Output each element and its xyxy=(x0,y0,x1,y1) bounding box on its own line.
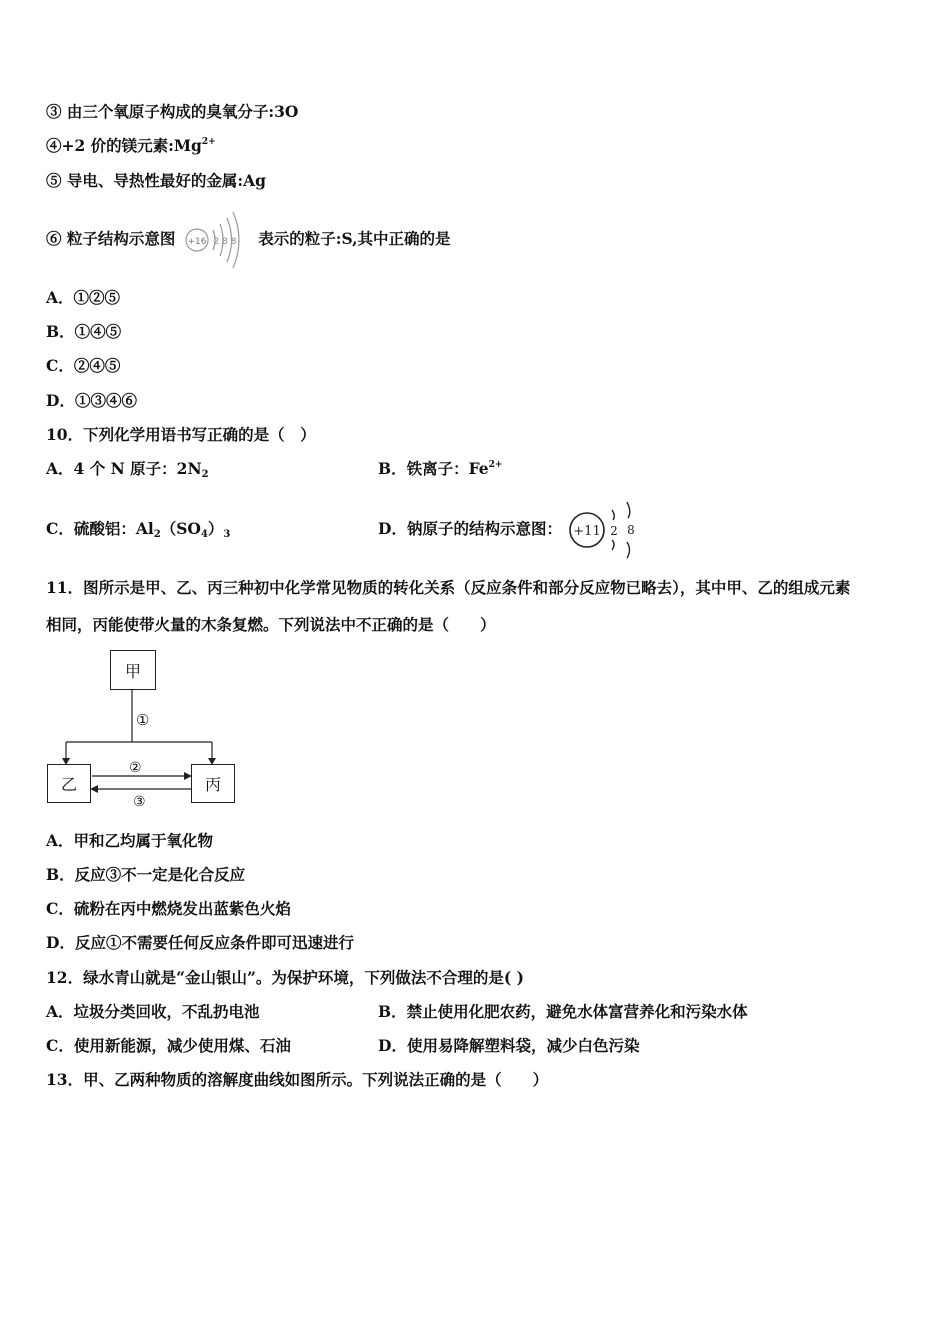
reaction-1-label: ① xyxy=(136,711,150,729)
q9-option-b[interactable]: B．①④⑤ xyxy=(46,322,122,341)
q12-option-b[interactable]: B．禁止使用化肥农药，避免水体富营养化和污染水体 xyxy=(378,1002,748,1021)
q9-option-c[interactable]: C．②④⑤ xyxy=(46,356,121,375)
substance-jia-box: 甲 xyxy=(110,650,156,690)
reaction-3-label: ③ xyxy=(133,794,146,810)
q11-option-d[interactable]: D．反应①不需要任何反应条件即可迅速进行 xyxy=(46,933,354,952)
sodium-atom-structure-diagram xyxy=(567,498,641,562)
q9-option-d[interactable]: D．①③④⑥ xyxy=(46,391,137,410)
q11-option-c[interactable]: C．硫粉在丙中燃烧发出蓝紫色火焰 xyxy=(46,899,291,918)
q9-statement-4: ④+2 价的镁元素$:Mg^{2+}$ xyxy=(46,136,216,155)
q10-option-c[interactable]: C．硫酸铝：$Al_2(SO_4)_3$ xyxy=(46,519,231,540)
q12-option-d[interactable]: D．使用易降解塑料袋，减少白色污染 xyxy=(378,1036,640,1055)
q9-statement-6: ⑥ 粒子结构示意图 +16 2 8 8 表示的粒子:S,其中正确的是 xyxy=(46,229,450,250)
s-shell-label: 2 8 8 xyxy=(213,237,237,247)
q9-statement-5: ⑤ 导电、导热性最好的金属:Ag xyxy=(46,171,266,190)
q10-option-d[interactable]: D．钠原子的结构示意图： +11 2 8 xyxy=(378,519,641,540)
q11-stem-line-2: 相同，丙能使带火量的木条复燃。下列说法中不正确的是（ ） xyxy=(46,615,496,634)
q13-stem: 13．甲、乙两种物质的溶解度曲线如图所示。下列说法正确的是（ ） xyxy=(46,1070,549,1089)
q12-stem: 12．绿水青山就是“金山银山”。为保护环境，下列做法不合理的是( ) xyxy=(46,968,524,987)
q10-option-b[interactable]: B．铁离子：$Fe^{2+}$ xyxy=(378,459,503,478)
na-shell-2: 8 xyxy=(627,523,636,537)
q10-stem: 10．下列化学用语书写正确的是（ ） xyxy=(46,425,316,444)
substance-bing-box: 丙 xyxy=(191,764,235,803)
q11-stem-line-1: 11．图所示是甲、乙、丙三种初中化学常见物质的转化关系（反应条件和部分反应物已略去），其中甲、乙的组成元素 xyxy=(46,578,851,597)
reaction-2-label: ② xyxy=(129,760,142,776)
q11-option-b[interactable]: B．反应③不一定是化合反应 xyxy=(46,865,246,884)
sulfur-ion-structure-diagram xyxy=(183,208,251,272)
s-nucleus-label: +16 xyxy=(187,237,207,247)
q9-statement-3: ③ 由三个氧原子构成的臭氧分子:3O xyxy=(46,102,299,121)
q9-mg-superscript: 2+ xyxy=(201,137,216,147)
q12-option-c[interactable]: C．使用新能源，减少使用煤、石油 xyxy=(46,1036,291,1055)
q10-option-a[interactable]: A．4 个 N 原子：$2N_2$ xyxy=(46,459,209,480)
substance-yi-box: 乙 xyxy=(47,764,91,803)
q9-option-a[interactable]: A．①②⑤ xyxy=(46,288,121,307)
q11-option-a[interactable]: A．甲和乙均属于氧化物 xyxy=(46,831,214,850)
na-nucleus-label: +11 xyxy=(573,524,602,539)
na-shell-1: 2 xyxy=(610,524,619,538)
q12-option-a[interactable]: A．垃圾分类回收，不乱扔电池 xyxy=(46,1002,260,1021)
